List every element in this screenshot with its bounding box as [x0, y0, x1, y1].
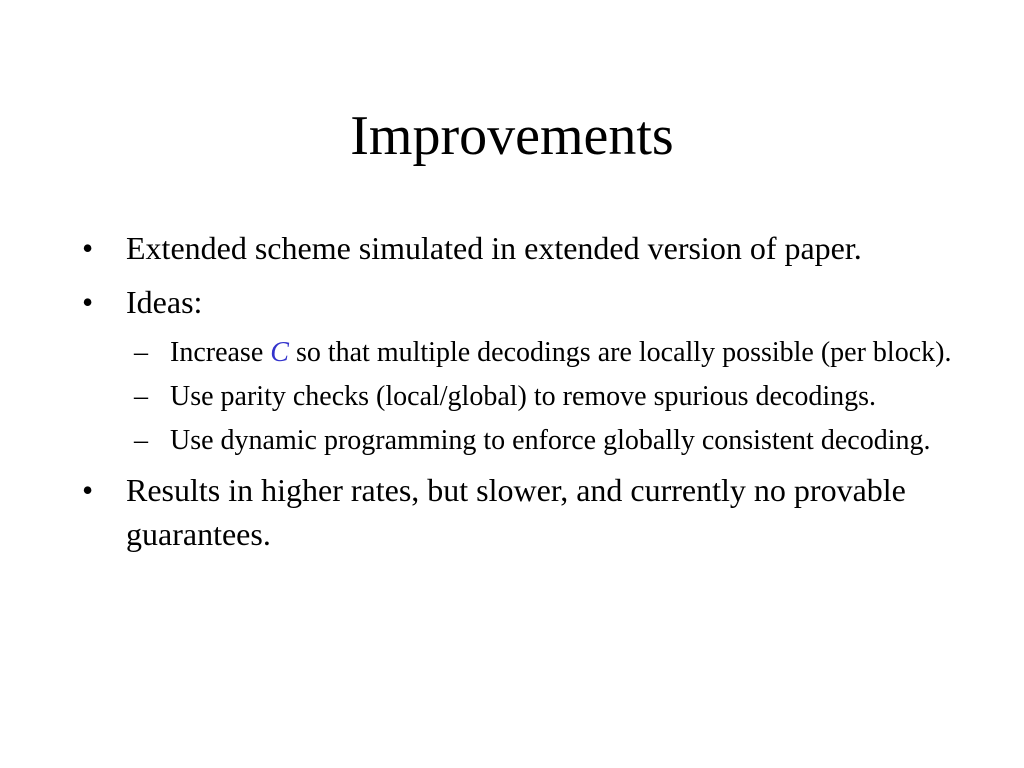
- bullet-item-ideas: [82, 280, 962, 324]
- subbullet-item-parity-checks: [134, 378, 962, 416]
- subbullet-marker: –: [134, 425, 148, 456]
- bullet-text: Ideas:: [126, 284, 203, 320]
- subbullet-text: Use parity checks (local/global) to remove spurious decodings.: [170, 381, 877, 412]
- subbullet-item-dynamic-programming: [134, 422, 962, 460]
- bullet-marker: •: [82, 472, 94, 508]
- bullet-marker: •: [82, 230, 94, 266]
- subbullet-marker: –: [134, 381, 148, 412]
- bullet-text: Results in higher rates, but slower, and currently no provable guarantees.: [126, 472, 906, 552]
- subbullet-text: Use dynamic programming to enforce globally consistent decoding.: [170, 425, 931, 456]
- bullet-text: Extended scheme simulated in extended version of paper.: [126, 230, 862, 266]
- ideas-sublist: [82, 334, 962, 460]
- subbullet-item-increase-c: [134, 334, 962, 372]
- variable-c: C: [270, 337, 289, 368]
- subbullet-marker: –: [134, 337, 148, 368]
- bullet-item-extended-scheme: [82, 226, 962, 270]
- slide-title: Improvements: [350, 105, 674, 167]
- bullet-item-results: [82, 468, 962, 556]
- bullet-marker: •: [82, 284, 94, 320]
- slide-content: [82, 226, 962, 566]
- subbullet-text-after: so that multiple decodings are locally possible (per block).: [288, 337, 952, 368]
- subbullet-text-before: Increase: [170, 337, 271, 368]
